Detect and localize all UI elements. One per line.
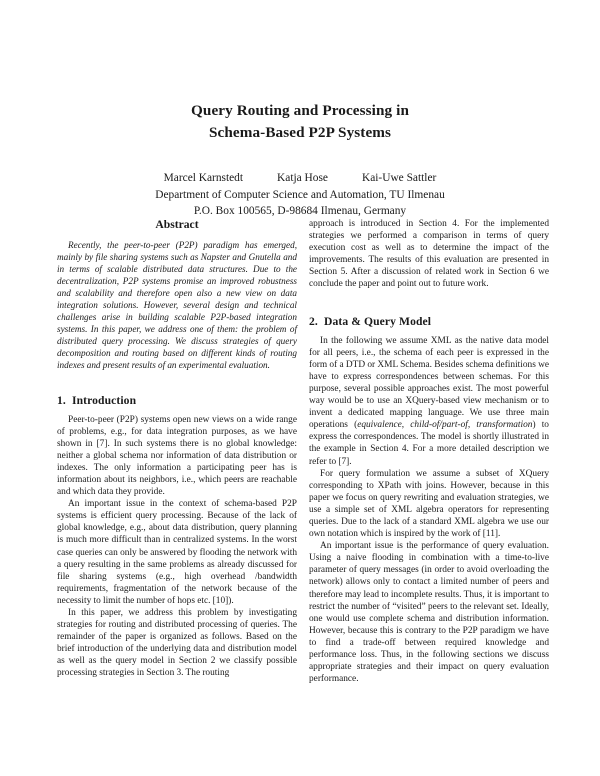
- section-number-1: 1.: [57, 393, 66, 407]
- abstract-text: Recently, the peer-to-peer (P2P) paradigm has emerged, mainly by file sharing systems such as Napster and Gnutella and in terms of scalable distributed data structures. Due to the decentralization, P2P systems promise an improved robustness and scalability and therefore open also a new view on data integration solutions. However, several design and technical challenges arise in building scalable P2P-based integration systems. In this paper, we address one of them: the problem of distributed query processing. We discuss strategies of query decomposition and routing based on different kinds of routing indexes and present results of an experimental evaluation.: [57, 240, 297, 371]
- authors-block: [0, 170, 600, 220]
- spacer-after-abstract: [57, 372, 297, 394]
- section2-paragraph-1: [309, 335, 549, 468]
- section2-paragraph-3: An important issue is the performance of query evaluation. Using a naive flooding in combination with a time-to-live parameter of query messages (in order to avoid overloading the network) allows only to contact a limited number of peers and therefore may lead to incomplete results. Thus, it is important to restrict the number of “visited” peers to the relevant set. Ideally, one would use complete schema and distribution information. However, because this is contrary to the P2P paradigm we have to find a trade-off between required knowledge and performance loss. Thus, in the following sections we discuss appropriate strategies and their impact on query evaluation performance.: [309, 541, 549, 685]
- spacer-before-section-2: [309, 291, 549, 315]
- section2-paragraph-2: For query formulation we assume a subset of XQuery corresponding to XPath with joins. However, because in this paper we focus on query rewriting and evaluation strategies, we use a simple set of XML algebra operators for representing queries. Due to the lack of a standard XML algebra we use our own notation which is inspired by the work of [11].: [309, 468, 549, 540]
- author-list: [0, 170, 600, 187]
- author-1: Marcel Karnstedt: [163, 172, 244, 185]
- body-columns: [57, 218, 549, 685]
- left-column: [57, 218, 297, 685]
- affiliation: Department of Computer Science and Automation, TU Ilmenau: [155, 188, 445, 201]
- author-2: Katja Hose: [277, 172, 328, 185]
- section2-p1-post: ) to express the correspondences. The model is shortly illustrated in the example in Section 4. For a more detailed description we refer to [7].: [309, 420, 549, 467]
- section-title-2: Data & Query Model: [324, 314, 432, 328]
- intro-paragraph-1: Peer-to-peer (P2P) systems open new views on a wide range of problems, e.g., for data integration purposes, as we have shown in [7]. In such systems there is no global knowledge: neither a global schema nor information of data distribution or indexes. The only information a participating peer has is information about its neighbors, i.e., which peers are reachable and which data they provide.: [57, 414, 297, 498]
- section2-p1-italic-terms: equivalence, child-of/part-of, transformation: [357, 420, 533, 431]
- section-title-1: Introduction: [72, 393, 137, 407]
- page-title: [90, 100, 510, 143]
- right-column: [309, 218, 549, 685]
- postal-address: P.O. Box 100565, D-98684 Ilmenau, Germany: [193, 205, 407, 218]
- author-3: Kai-Uwe Sattler: [361, 172, 437, 185]
- title-line-2: Schema-Based P2P Systems: [208, 123, 392, 141]
- abstract-heading: Abstract: [155, 218, 199, 231]
- section-heading-introduction: [57, 394, 297, 407]
- section-number-2: 2.: [309, 314, 318, 328]
- title-block: [0, 0, 600, 220]
- section-heading-data-query-model: [309, 315, 549, 328]
- intro-paragraph-3-part-left: In this paper, we address this problem by investigating strategies for routing and distributed processing of queries. The remainder of the paper is organized as follows. Based on the brief introduction of the underlying data and distribution model as well as the query model in Section 2 we classify possible processing strategies in Section 3. The routing: [57, 608, 297, 679]
- title-line-1: Query Routing and Processing in: [190, 102, 409, 119]
- section2-p1-pre: In the following we assume XML as the native data model for all peers, i.e., the schema of each peer is expressed in the form of a DTD or XML Schema. Besides schema definitions we have to express correspondences between schemas. For this purpose, several possible approaches exist. The most powerful way would be to use an XQuery-based view mechanism or to invent a dedicated mapping language. We use three main operations (: [309, 335, 549, 431]
- intro-paragraph-3-part-right: approach is introduced in Section 4. For the implemented strategies we performed a comparison in terms of query execution cost as well as to determine the impact of the improvements. The results of this evaluation are presented in Section 5. After a discussion of related work in Section 6 we conclude the paper and point out to future work.: [309, 219, 549, 290]
- intro-paragraph-2: An important issue in the context of schema-based P2P systems is efficient query processing. Because of the lack of global knowledge, e.g., about data distribution, query planning is much more difficult than in centralized systems. In the worst case queries can only be answered by flooding the network with a query resulting in the same problems as already discussed for file sharing systems (e.g., high overhead /bandwidth requirements, fragmentation of the network because of the necessity to limit the number of hops etc. [10]).: [57, 499, 297, 606]
